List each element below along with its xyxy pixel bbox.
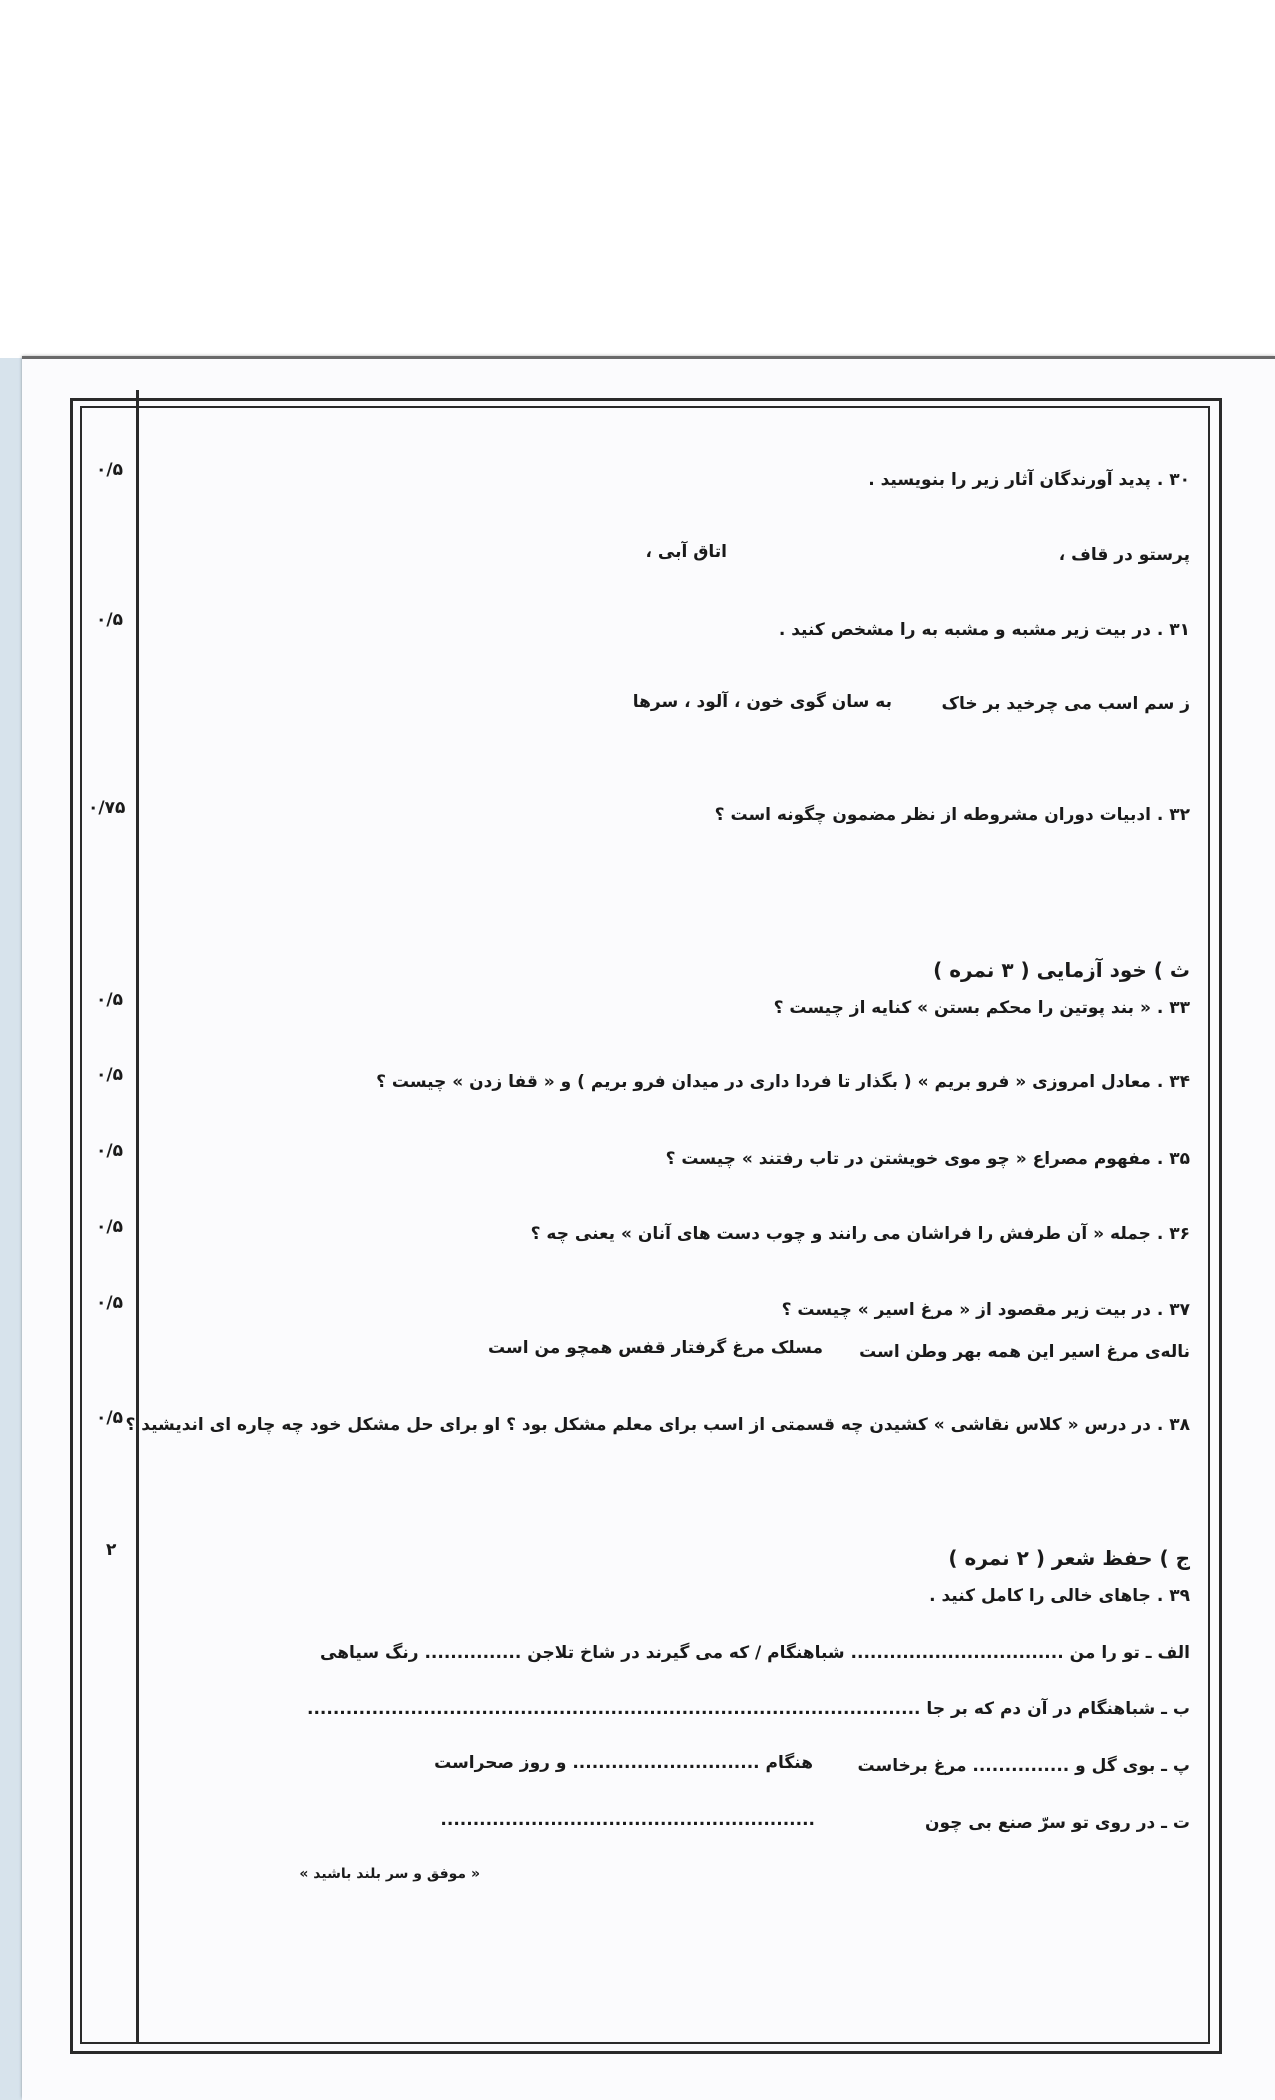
q39-line-p-1: پ ـ بوی گل و ............... مرغ برخاست	[857, 1756, 1190, 1776]
q30-item-1: پرستو در قاف ،	[1058, 545, 1190, 565]
q30-item-2: اتاق آبی ،	[645, 542, 727, 562]
question-36: ۳۶ . جمله « آن طرفش را فراشان می رانند و چوب دست های آنان » یعنی چه ؟	[530, 1224, 1190, 1244]
score-q35: ۰/۵	[96, 1141, 123, 1161]
score-q36: ۰/۵	[96, 1217, 123, 1237]
q31-verse-line-2: به سان گوی خون ، آلود ، سرها	[632, 692, 892, 712]
score-q39: ۲	[106, 1540, 117, 1560]
score-q34: ۰/۵	[96, 1065, 123, 1085]
score-q30: ۰/۵	[96, 460, 123, 480]
q39-line-b: ب ـ شباهنگام در آن دم که بر جا ...............................................................................................	[307, 1699, 1190, 1719]
section-poem-memorization-heading: ج ) حفظ شعر ( ۲ نمره )	[948, 1546, 1190, 1570]
score-q31: ۰/۵	[96, 610, 123, 630]
question-33: ۳۳ . « بند پوتین را محکم بستن » کنایه از چیست ؟	[773, 998, 1190, 1018]
question-34: ۳۴ . معادل امروزی « فرو بریم » ( بگذار تا فردا داری در میدان فرو بریم ) و « قفا زدن » چیست ؟	[376, 1072, 1190, 1092]
page-top-edge	[22, 356, 1275, 359]
section-self-test-heading: ث ) خود آزمایی ( ۳ نمره )	[933, 958, 1190, 982]
question-39: ۳۹ . جاهای خالی را کامل کنید .	[929, 1586, 1190, 1606]
score-q37: ۰/۵	[96, 1293, 123, 1313]
question-31: ۳۱ . در بیت زیر مشبه و مشبه به را مشخص کنید .	[778, 620, 1190, 640]
q39-line-t-2: ..........................................................	[440, 1810, 815, 1830]
closing-wish: « موفق و سر بلند باشید »	[299, 1866, 480, 1882]
question-37: ۳۷ . در بیت زیر مقصود از « مرغ اسیر » چیست ؟	[781, 1300, 1190, 1320]
scan-background-left	[0, 358, 24, 2100]
score-column-divider	[136, 390, 139, 2042]
question-38: ۳۸ . در درس « کلاس نقاشی » کشیدن چه قسمتی از اسب برای معلم مشکل بود ؟ او برای حل مشکل خود چه چاره ای اندیشید ؟	[125, 1415, 1190, 1435]
score-q38: ۰/۵	[96, 1408, 123, 1428]
question-32: ۳۲ . ادبیات دوران مشروطه از نظر مضمون چگونه است ؟	[714, 805, 1190, 825]
q39-line-p-2: هنگام ............................. و روز صحراست	[434, 1753, 813, 1773]
question-30: ۳۰ . پدید آورندگان آثار زیر را بنویسید .	[868, 470, 1190, 490]
q31-verse-line-1: ز سم اسب می چرخید بر خاک	[941, 694, 1190, 714]
question-35: ۳۵ . مفهوم مصراع « چو موی خویشتن در تاب رفتند » چیست ؟	[665, 1149, 1190, 1169]
q37-verse-line-2: مسلک مرغ گرفتار قفس همچو من است	[488, 1338, 823, 1358]
q39-line-t-1: ت ـ در روی تو سرّ صنع بی چون	[924, 1813, 1190, 1833]
score-q33: ۰/۵	[96, 990, 123, 1010]
q37-verse-line-1: ناله‌ی مرغ اسیر این همه بهر وطن است	[859, 1342, 1190, 1362]
score-q32: ۰/۷۵	[88, 798, 126, 818]
q39-line-a: الف ـ تو را من ................................. شباهنگام / که می گیرند در شاخ تلاجن ............... رنگ سیاهی	[320, 1643, 1190, 1663]
